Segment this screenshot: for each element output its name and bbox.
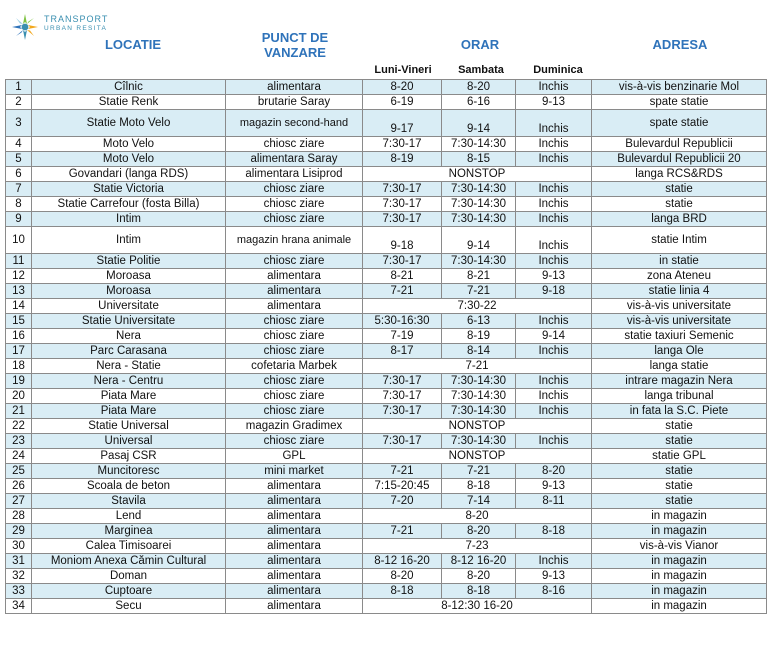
location-cell: Statie Victoria xyxy=(32,182,226,197)
sales-point-cell: chiosc ziare xyxy=(226,182,363,197)
sunday-hours-cell: 8-20 xyxy=(516,464,592,479)
row-number: 32 xyxy=(6,569,32,584)
row-number: 5 xyxy=(6,152,32,167)
saturday-hours-cell: 8-20 xyxy=(442,80,516,95)
address-cell: in magazin xyxy=(592,554,767,569)
address-cell: langa BRD xyxy=(592,212,767,227)
row-number: 24 xyxy=(6,449,32,464)
subheader-luni-vineri: Luni-Vineri xyxy=(374,64,432,76)
location-cell: Lend xyxy=(32,509,226,524)
row-number: 16 xyxy=(6,329,32,344)
address-cell: vis-à-vis universitate xyxy=(592,299,767,314)
address-cell: statie Intim xyxy=(592,227,767,254)
weekday-hours-cell: 7:30-17 xyxy=(363,374,442,389)
sunday-hours-cell: 9-13 xyxy=(516,569,592,584)
location-cell: Moniom Anexa Cămin Cultural xyxy=(32,554,226,569)
sales-point-cell: GPL xyxy=(226,449,363,464)
row-number: 3 xyxy=(6,110,32,137)
sunday-hours-cell: Inchis xyxy=(516,404,592,419)
address-cell: in fata la S.C. Piete xyxy=(592,404,767,419)
address-cell: zona Ateneu xyxy=(592,269,767,284)
location-cell: Intim xyxy=(32,212,226,227)
sunday-hours-cell: 9-13 xyxy=(516,479,592,494)
sales-point-cell: brutarie Saray xyxy=(226,95,363,110)
weekday-hours-cell: 8-21 xyxy=(363,269,442,284)
table-row xyxy=(6,359,767,374)
sales-point-cell: cofetaria Marbek xyxy=(226,359,363,374)
sunday-hours-cell: Inchis xyxy=(516,389,592,404)
logo-star-icon xyxy=(10,12,40,42)
location-cell: Marginea xyxy=(32,524,226,539)
table-row xyxy=(6,197,767,212)
sales-point-cell: alimentara xyxy=(226,599,363,614)
schedule-cell: 8-12:30 16-20 xyxy=(363,599,592,614)
location-cell: Calea Timisoarei xyxy=(32,539,226,554)
table-row xyxy=(6,137,767,152)
saturday-hours-cell: 9-14 xyxy=(442,227,516,254)
address-cell: spate statie xyxy=(592,95,767,110)
weekday-hours-cell: 5:30-16:30 xyxy=(363,314,442,329)
saturday-hours-cell: 8-18 xyxy=(442,584,516,599)
sunday-hours-cell: Inchis xyxy=(516,137,592,152)
location-cell: Statie Universal xyxy=(32,419,226,434)
sales-point-cell: chiosc ziare xyxy=(226,374,363,389)
schedule-cell: 7-23 xyxy=(363,539,592,554)
sunday-hours-cell: 9-13 xyxy=(516,95,592,110)
row-number: 29 xyxy=(6,524,32,539)
row-number: 6 xyxy=(6,167,32,182)
saturday-hours-cell: 8-12 16-20 xyxy=(442,554,516,569)
location-cell: Pasaj CSR xyxy=(32,449,226,464)
table-row xyxy=(6,404,767,419)
table-body xyxy=(6,80,767,614)
location-cell: Nera - Centru xyxy=(32,374,226,389)
sales-point-cell: chiosc ziare xyxy=(226,329,363,344)
header-locatie: LOCATIE xyxy=(104,37,162,52)
saturday-hours-cell: 6-13 xyxy=(442,314,516,329)
sales-point-cell: chiosc ziare xyxy=(226,389,363,404)
saturday-hours-cell: 8-19 xyxy=(442,329,516,344)
sunday-hours-cell: Inchis xyxy=(516,344,592,359)
sales-point-cell: magazin second-hand xyxy=(226,110,363,137)
weekday-hours-cell: 7:30-17 xyxy=(363,404,442,419)
row-number: 18 xyxy=(6,359,32,374)
address-cell: langa Ole xyxy=(592,344,767,359)
row-number: 1 xyxy=(6,80,32,95)
address-cell: langa statie xyxy=(592,359,767,374)
sales-point-cell: magazin hrana animale xyxy=(226,227,363,254)
saturday-hours-cell: 7:30-14:30 xyxy=(442,389,516,404)
row-number: 15 xyxy=(6,314,32,329)
weekday-hours-cell: 7-21 xyxy=(363,524,442,539)
sunday-hours-cell: Inchis xyxy=(516,152,592,167)
sales-point-cell: chiosc ziare xyxy=(226,197,363,212)
table-row xyxy=(6,419,767,434)
saturday-hours-cell: 8-15 xyxy=(442,152,516,167)
schedule-cell: NONSTOP xyxy=(363,167,592,182)
weekday-hours-cell: 7:30-17 xyxy=(363,254,442,269)
address-cell: statie xyxy=(592,479,767,494)
location-cell: Doman xyxy=(32,569,226,584)
table-row xyxy=(6,167,767,182)
address-cell: Bulevardul Republicii 20 xyxy=(592,152,767,167)
sales-point-cell: alimentara xyxy=(226,584,363,599)
subheader-duminica: Duminica xyxy=(533,64,583,76)
address-cell: statie taxiuri Semenic xyxy=(592,329,767,344)
row-number: 7 xyxy=(6,182,32,197)
weekday-hours-cell: 6-19 xyxy=(363,95,442,110)
row-number: 20 xyxy=(6,389,32,404)
table-row xyxy=(6,269,767,284)
location-cell: Moroasa xyxy=(32,284,226,299)
location-cell: Muncitoresc xyxy=(32,464,226,479)
sunday-hours-cell: Inchis xyxy=(516,182,592,197)
sales-point-cell: chiosc ziare xyxy=(226,212,363,227)
sunday-hours-cell: Inchis xyxy=(516,110,592,137)
schedule-cell: 7:30-22 xyxy=(363,299,592,314)
weekday-hours-cell: 7:30-17 xyxy=(363,389,442,404)
saturday-hours-cell: 8-21 xyxy=(442,269,516,284)
weekday-hours-cell: 8-19 xyxy=(363,152,442,167)
saturday-hours-cell: 7:30-14:30 xyxy=(442,182,516,197)
sales-point-cell: magazin Gradimex xyxy=(226,419,363,434)
sales-point-cell: alimentara xyxy=(226,554,363,569)
location-cell: Statie Politie xyxy=(32,254,226,269)
table-row xyxy=(6,569,767,584)
address-cell: vis-à-vis Vianor xyxy=(592,539,767,554)
table-row xyxy=(6,212,767,227)
row-number: 26 xyxy=(6,479,32,494)
table-row xyxy=(6,584,767,599)
row-number: 10 xyxy=(6,227,32,254)
subheader-sambata: Sambata xyxy=(458,64,504,76)
sales-point-cell: chiosc ziare xyxy=(226,404,363,419)
address-cell: statie GPL xyxy=(592,449,767,464)
weekday-hours-cell: 8-20 xyxy=(363,569,442,584)
weekday-hours-cell: 7-21 xyxy=(363,284,442,299)
weekday-hours-cell: 7:30-17 xyxy=(363,197,442,212)
saturday-hours-cell: 7-14 xyxy=(442,494,516,509)
weekday-hours-cell: 9-18 xyxy=(363,227,442,254)
logo-subtitle: URBAN RESITA xyxy=(44,25,108,32)
weekday-hours-cell: 7:30-17 xyxy=(363,137,442,152)
location-cell: Statie Carrefour (fosta Billa) xyxy=(32,197,226,212)
sales-point-cell: chiosc ziare xyxy=(226,344,363,359)
schedule-cell: 7-21 xyxy=(363,359,592,374)
row-number: 27 xyxy=(6,494,32,509)
row-number: 9 xyxy=(6,212,32,227)
sunday-hours-cell: Inchis xyxy=(516,314,592,329)
header-punct-de-vanzare: PUNCT DE VANZARE xyxy=(261,30,329,60)
row-number: 28 xyxy=(6,509,32,524)
sales-point-cell: alimentara xyxy=(226,269,363,284)
weekday-hours-cell: 7-21 xyxy=(363,464,442,479)
row-number: 25 xyxy=(6,464,32,479)
table-row xyxy=(6,494,767,509)
table-row xyxy=(6,110,767,137)
sunday-hours-cell: Inchis xyxy=(516,197,592,212)
table-row xyxy=(6,389,767,404)
header-orar: ORAR xyxy=(460,37,500,52)
sunday-hours-cell: 9-14 xyxy=(516,329,592,344)
schedule-cell: NONSTOP xyxy=(363,449,592,464)
location-cell: Stavila xyxy=(32,494,226,509)
row-number: 21 xyxy=(6,404,32,419)
weekday-hours-cell: 7:30-17 xyxy=(363,212,442,227)
location-cell: Moroasa xyxy=(32,269,226,284)
sunday-hours-cell: Inchis xyxy=(516,374,592,389)
weekday-hours-cell: 7-20 xyxy=(363,494,442,509)
address-cell: intrare magazin Nera xyxy=(592,374,767,389)
row-number: 2 xyxy=(6,95,32,110)
table-row xyxy=(6,449,767,464)
table-row xyxy=(6,434,767,449)
header-adresa: ADRESA xyxy=(652,37,708,52)
table-row xyxy=(6,80,767,95)
row-number: 34 xyxy=(6,599,32,614)
sales-point-cell: alimentara xyxy=(226,539,363,554)
weekday-hours-cell: 8-12 16-20 xyxy=(363,554,442,569)
sales-point-cell: chiosc ziare xyxy=(226,314,363,329)
sales-point-cell: alimentara xyxy=(226,80,363,95)
row-number: 19 xyxy=(6,374,32,389)
row-number: 11 xyxy=(6,254,32,269)
sales-point-cell: alimentara xyxy=(226,479,363,494)
sales-point-cell: alimentara xyxy=(226,509,363,524)
address-cell: langa tribunal xyxy=(592,389,767,404)
sales-point-cell: alimentara xyxy=(226,284,363,299)
location-cell: Statie Moto Velo xyxy=(32,110,226,137)
saturday-hours-cell: 8-18 xyxy=(442,479,516,494)
row-number: 31 xyxy=(6,554,32,569)
location-cell: Piata Mare xyxy=(32,389,226,404)
address-cell: in magazin xyxy=(592,509,767,524)
sunday-hours-cell: Inchis xyxy=(516,212,592,227)
sales-points-table xyxy=(5,79,767,614)
address-cell: in magazin xyxy=(592,524,767,539)
saturday-hours-cell: 7:30-14:30 xyxy=(442,197,516,212)
location-cell: Nera - Statie xyxy=(32,359,226,374)
saturday-hours-cell: 7-21 xyxy=(442,284,516,299)
row-number: 13 xyxy=(6,284,32,299)
weekday-hours-cell: 7:30-17 xyxy=(363,434,442,449)
sunday-hours-cell: Inchis xyxy=(516,434,592,449)
table-row xyxy=(6,539,767,554)
row-number: 33 xyxy=(6,584,32,599)
sales-point-cell: chiosc ziare xyxy=(226,254,363,269)
table-row xyxy=(6,509,767,524)
location-cell: Cîlnic xyxy=(32,80,226,95)
weekday-hours-cell: 7-19 xyxy=(363,329,442,344)
table-row xyxy=(6,344,767,359)
address-cell: Bulevardul Republicii xyxy=(592,137,767,152)
sales-point-cell: alimentara Saray xyxy=(226,152,363,167)
saturday-hours-cell: 7:30-14:30 xyxy=(442,374,516,389)
address-cell: statie xyxy=(592,494,767,509)
location-cell: Intim xyxy=(32,227,226,254)
sunday-hours-cell: 9-13 xyxy=(516,269,592,284)
address-cell: vis-à-vis benzinarie Mol xyxy=(592,80,767,95)
row-number: 22 xyxy=(6,419,32,434)
table-row xyxy=(6,182,767,197)
address-cell: in magazin xyxy=(592,599,767,614)
row-number: 14 xyxy=(6,299,32,314)
row-number: 23 xyxy=(6,434,32,449)
address-cell: langa RCS&RDS xyxy=(592,167,767,182)
location-cell: Secu xyxy=(32,599,226,614)
sunday-hours-cell: 8-18 xyxy=(516,524,592,539)
location-cell: Piata Mare xyxy=(32,404,226,419)
sunday-hours-cell: 9-18 xyxy=(516,284,592,299)
location-cell: Scoala de beton xyxy=(32,479,226,494)
table-row xyxy=(6,227,767,254)
table-row xyxy=(6,554,767,569)
address-cell: statie xyxy=(592,464,767,479)
table-row xyxy=(6,314,767,329)
table-row xyxy=(6,254,767,269)
row-number: 4 xyxy=(6,137,32,152)
saturday-hours-cell: 8-14 xyxy=(442,344,516,359)
address-cell: statie xyxy=(592,434,767,449)
sunday-hours-cell: Inchis xyxy=(516,80,592,95)
saturday-hours-cell: 9-14 xyxy=(442,110,516,137)
logo-title: TRANSPORT xyxy=(44,14,109,24)
table-row xyxy=(6,284,767,299)
weekday-hours-cell: 7:30-17 xyxy=(363,182,442,197)
address-cell: spate statie xyxy=(592,110,767,137)
location-cell: Parc Carasana xyxy=(32,344,226,359)
address-cell: in magazin xyxy=(592,584,767,599)
location-cell: Moto Velo xyxy=(32,137,226,152)
address-cell: statie linia 4 xyxy=(592,284,767,299)
sales-point-cell: alimentara xyxy=(226,569,363,584)
table-row xyxy=(6,152,767,167)
location-cell: Statie Universitate xyxy=(32,314,226,329)
sunday-hours-cell: 8-16 xyxy=(516,584,592,599)
location-cell: Universal xyxy=(32,434,226,449)
sunday-hours-cell: Inchis xyxy=(516,227,592,254)
sales-point-cell: chiosc ziare xyxy=(226,137,363,152)
location-cell: Cuptoare xyxy=(32,584,226,599)
weekday-hours-cell: 7:15-20:45 xyxy=(363,479,442,494)
sales-point-cell: alimentara Lisiprod xyxy=(226,167,363,182)
saturday-hours-cell: 7:30-14:30 xyxy=(442,212,516,227)
row-number: 17 xyxy=(6,344,32,359)
address-cell: statie xyxy=(592,419,767,434)
saturday-hours-cell: 7:30-14:30 xyxy=(442,434,516,449)
address-cell: in statie xyxy=(592,254,767,269)
table-row xyxy=(6,374,767,389)
sales-point-cell: chiosc ziare xyxy=(226,434,363,449)
saturday-hours-cell: 8-20 xyxy=(442,524,516,539)
address-cell: statie xyxy=(592,182,767,197)
sunday-hours-cell: Inchis xyxy=(516,254,592,269)
sales-point-cell: mini market xyxy=(226,464,363,479)
saturday-hours-cell: 7:30-14:30 xyxy=(442,254,516,269)
weekday-hours-cell: 8-20 xyxy=(363,80,442,95)
saturday-hours-cell: 7:30-14:30 xyxy=(442,404,516,419)
sales-point-cell: alimentara xyxy=(226,494,363,509)
table-row xyxy=(6,479,767,494)
location-cell: Universitate xyxy=(32,299,226,314)
location-cell: Statie Renk xyxy=(32,95,226,110)
table-row xyxy=(6,464,767,479)
location-cell: Nera xyxy=(32,329,226,344)
saturday-hours-cell: 6-16 xyxy=(442,95,516,110)
schedule-cell: NONSTOP xyxy=(363,419,592,434)
weekday-hours-cell: 8-17 xyxy=(363,344,442,359)
row-number: 12 xyxy=(6,269,32,284)
table-row xyxy=(6,95,767,110)
saturday-hours-cell: 7:30-14:30 xyxy=(442,137,516,152)
weekday-hours-cell: 9-17 xyxy=(363,110,442,137)
sales-point-cell: alimentara xyxy=(226,299,363,314)
schedule-cell: 8-20 xyxy=(363,509,592,524)
table-row xyxy=(6,299,767,314)
table-row xyxy=(6,329,767,344)
saturday-hours-cell: 8-20 xyxy=(442,569,516,584)
table-row xyxy=(6,524,767,539)
sales-point-cell: alimentara xyxy=(226,524,363,539)
sunday-hours-cell: Inchis xyxy=(516,554,592,569)
location-cell: Moto Velo xyxy=(32,152,226,167)
table-row xyxy=(6,599,767,614)
sunday-hours-cell: 8-11 xyxy=(516,494,592,509)
saturday-hours-cell: 7-21 xyxy=(442,464,516,479)
location-cell: Govandari (langa RDS) xyxy=(32,167,226,182)
weekday-hours-cell: 8-18 xyxy=(363,584,442,599)
row-number: 30 xyxy=(6,539,32,554)
address-cell: vis-à-vis universitate xyxy=(592,314,767,329)
address-cell: statie xyxy=(592,197,767,212)
address-cell: in magazin xyxy=(592,569,767,584)
row-number: 8 xyxy=(6,197,32,212)
